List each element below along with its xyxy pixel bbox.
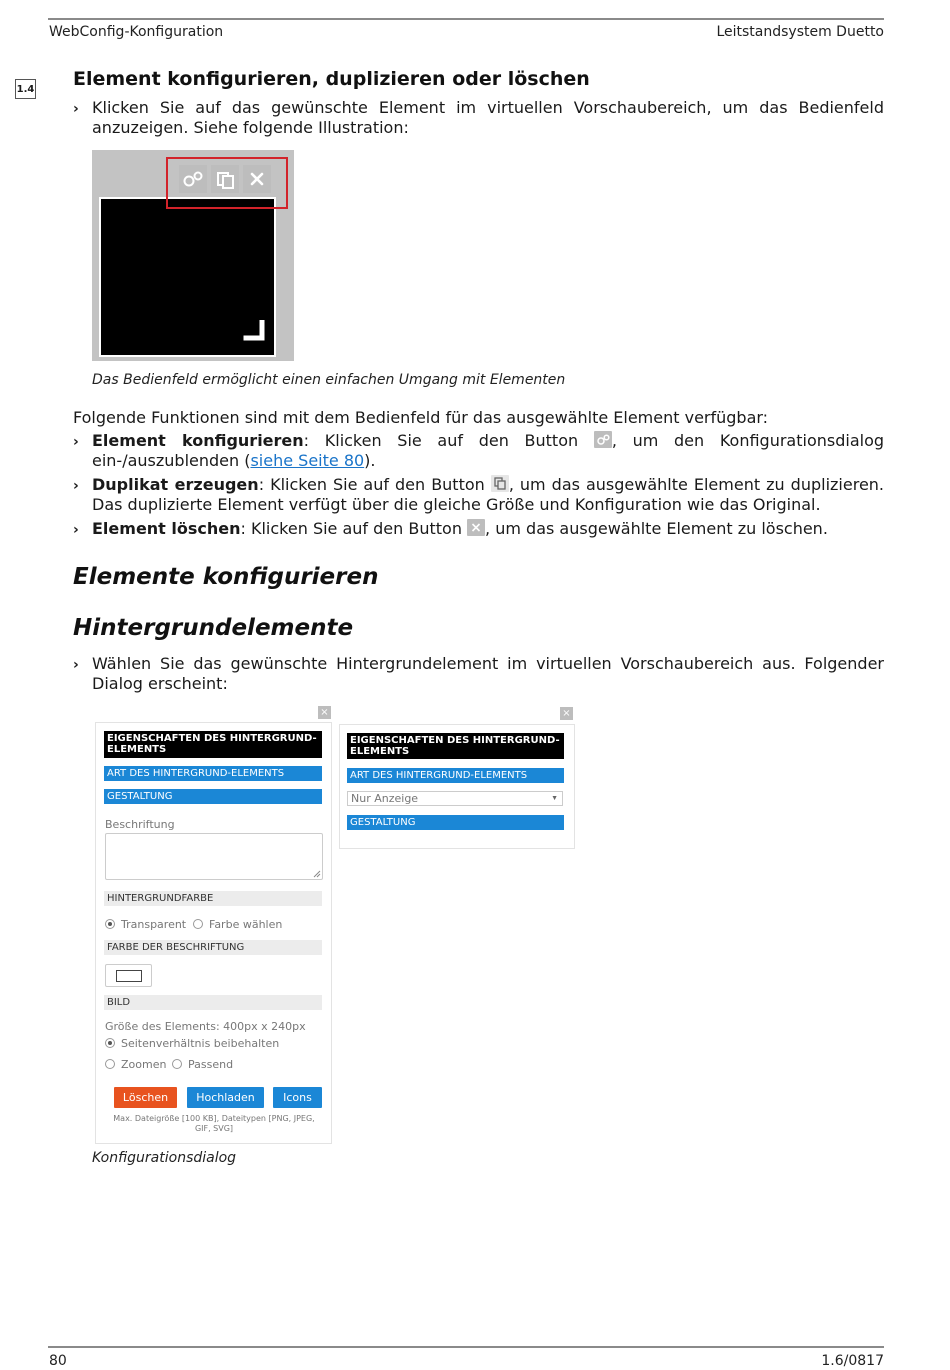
section-type[interactable]: ART DES HINTERGRUND-ELEMENTS: [104, 766, 322, 781]
bg-radio-transparent[interactable]: [105, 918, 186, 931]
item-delete-label: Element löschen: [92, 519, 241, 538]
item-configure-label: Element konfigurieren: [92, 431, 304, 450]
bullet-arrow: ›: [73, 478, 79, 494]
bullet-arrow: ›: [73, 434, 79, 450]
item-duplicate-label: Duplikat erzeugen: [92, 475, 259, 494]
file-note: Max. Dateigröße [100 KB], Dateitypen [PNG, JPEG, GIF, SVG]: [113, 1114, 315, 1133]
icons-button[interactable]: Icons: [273, 1087, 322, 1108]
bg-option-color: Farbe wählen: [209, 918, 283, 931]
upload-button[interactable]: Hochladen: [187, 1087, 264, 1108]
figure2-caption: Konfigurationsdialog: [92, 1150, 237, 1166]
keep-ratio-radio[interactable]: [105, 1037, 279, 1050]
resize-grip-icon: [313, 870, 321, 878]
type-select[interactable]: [347, 791, 563, 806]
keep-ratio-label: Seitenverhältnis beibehalten: [121, 1037, 280, 1050]
bullet-arrow: ›: [73, 522, 79, 538]
heading-configure: Elemente konfigurieren: [73, 564, 379, 590]
version: 1.6/0817: [821, 1353, 884, 1369]
bg-option-transparent: Transparent: [121, 918, 187, 931]
bullet-arrow: ›: [73, 657, 79, 673]
intro-text: Klicken Sie auf das gewünschte Element im virtuellen Vorschaubereich, um das Bedienfeld anzuzeigen. Siehe folgende Illustration:: [92, 98, 884, 137]
chapter-tab: 1.4: [15, 79, 36, 99]
caption-textarea[interactable]: [105, 833, 323, 880]
header-left: WebConfig-Konfiguration: [49, 24, 224, 40]
section-caption-color: FARBE DER BESCHRIFTUNG: [104, 940, 322, 955]
heading-background: Hintergrundelemente: [73, 615, 354, 641]
fit-radio[interactable]: [172, 1058, 233, 1071]
radio-icon: [172, 1059, 182, 1069]
close-icon[interactable]: ×: [560, 707, 573, 720]
close-icon[interactable]: ×: [318, 706, 331, 719]
radio-icon: [105, 1038, 115, 1048]
highlight-frame: [166, 157, 288, 209]
caption-label: Beschriftung: [105, 818, 175, 831]
item-duplicate: [92, 475, 884, 515]
item-configure-before: : Klicken Sie auf den Button: [303, 431, 594, 450]
section-title: Element konfigurieren, duplizieren oder löschen: [73, 68, 590, 90]
dialog-title: EIGENSCHAFTEN DES HINTERGRUND-ELEMENTS: [104, 731, 322, 758]
radio-icon: [105, 919, 115, 929]
section-bg-color: HINTERGRUNDFARBE: [104, 891, 322, 906]
header-right: Leitstandsystem Duetto: [716, 24, 884, 40]
radio-icon: [105, 1059, 115, 1069]
item-delete: [92, 519, 884, 539]
section-design[interactable]: GESTALTUNG: [347, 815, 564, 830]
copy-icon: [491, 475, 509, 492]
dialog-title: EIGENSCHAFTEN DES HINTERGRUND-ELEMENTS: [347, 733, 564, 759]
resize-handle-icon: [242, 320, 270, 344]
color-picker[interactable]: [105, 964, 152, 987]
gear-icon: [594, 431, 612, 448]
item-delete-before: : Klicken Sie auf den Button: [240, 519, 468, 538]
footer-rule: [48, 1346, 884, 1348]
background-intro: Wählen Sie das gewünschte Hintergrundelement im virtuellen Vorschaubereich aus. Folgender Dialog erscheint:: [92, 654, 884, 693]
dialog-left: [95, 722, 332, 1144]
section-image: BILD: [104, 995, 322, 1010]
zoom-label: Zoomen: [121, 1058, 167, 1071]
bullet-arrow: ›: [73, 101, 79, 117]
radio-icon: [193, 919, 203, 929]
item-duplicate-before: : Klicken Sie auf den Button: [258, 475, 491, 494]
item-duplicate-after: , um das ausgewählte Element zu duplizieren. Das duplizierte Element verfügt über die gleiche Größe und Konfiguration wie das Original.: [92, 475, 885, 514]
select-value: Nur Anzeige: [351, 792, 419, 805]
delete-button[interactable]: Löschen: [114, 1087, 177, 1108]
element-size: Größe des Elements: 400px x 240px: [105, 1020, 306, 1033]
section-type[interactable]: ART DES HINTERGRUND-ELEMENTS: [347, 768, 564, 783]
figure1-caption: Das Bedienfeld ermöglicht einen einfachen Umgang mit Elementen: [92, 372, 566, 388]
header-rule: [48, 18, 884, 20]
fit-label: Passend: [188, 1058, 234, 1071]
item-configure-after: , um den Konfigurationsdialog ein-/auszublenden (: [92, 431, 885, 470]
item-configure-end: ).: [364, 451, 376, 470]
item-delete-after: , um das ausgewählte Element zu löschen.: [485, 519, 828, 538]
page-number: 80: [49, 1353, 67, 1369]
functions-intro: Folgende Funktionen sind mit dem Bedienfeld für das ausgewählte Element verfügbar:: [73, 408, 769, 427]
chevron-down-icon: ▼: [551, 795, 558, 802]
zoom-radio[interactable]: [105, 1058, 166, 1071]
bg-radio-color[interactable]: [193, 918, 282, 931]
page-link[interactable]: siehe Seite 80: [250, 451, 365, 470]
section-design[interactable]: GESTALTUNG: [104, 789, 322, 804]
close-icon: [467, 519, 485, 536]
item-configure: [92, 431, 884, 471]
color-swatch: [116, 970, 142, 982]
